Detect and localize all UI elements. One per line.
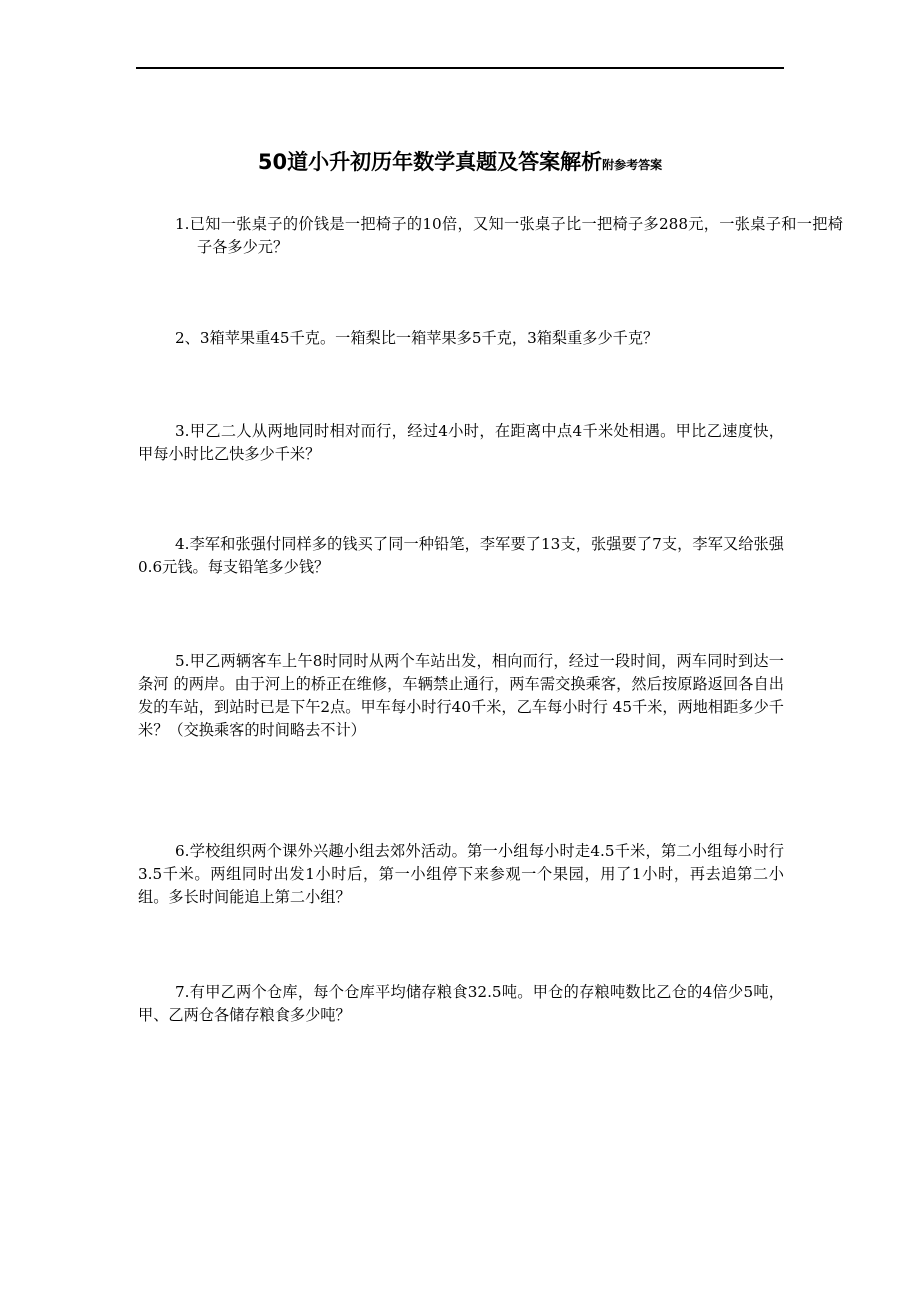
question-2: 2、3箱苹果重45千克。一箱梨比一箱苹果多5千克，3箱梨重多少千克？ xyxy=(175,329,659,347)
question-7: 7.有甲乙两个仓库，每个仓库平均储存粮食32.5吨。甲仓的存粮吨数比乙仓的4倍少5吨，甲、乙两仓各储存粮食多少吨？ xyxy=(138,983,784,1024)
question-3: 3.甲乙二人从两地同时相对而行，经过4小时，在距离中点4千米处相遇。甲比乙速度快，甲每小时比乙快多少千米？ xyxy=(138,422,784,463)
question-1: 1.已知一张桌子的价钱是一把椅子的10倍，又知一张桌子比一把椅子多288元，一张桌子和一把椅子各多少元？ xyxy=(175,215,843,256)
question-4: 4.李军和张强付同样多的钱买了同一种铅笔，李军要了13支，张强要了7支，李军又给张强0.6元钱。每支铅笔多少钱？ xyxy=(138,535,784,576)
page-title xyxy=(0,146,920,176)
title-main: 50道小升初历年数学真题及答案解析 xyxy=(257,150,603,174)
question-5: 5.甲乙两辆客车上午8时同时从两个车站出发，相向而行，经过一段时间，两车同时到达一条河 的两岸。由于河上的桥正在维修，车辆禁止通行，两车需交换乘客，然后按原路返回各自出发的车站，到站时已是下午2点。甲车每小时行40千米，乙车每小时行 45千米，两地相距多少千米？（交换乘客的时间略去不计） xyxy=(138,652,784,739)
header-rule xyxy=(136,67,784,69)
title-subtitle: 附参考答案 xyxy=(602,158,663,172)
question-6: 6.学校组织两个课外兴趣小组去郊外活动。第一小组每小时走4.5千米，第二小组每小时行3.5千米。两组同时出发1小时后，第一小组停下来参观一个果园，用了1小时，再去追第二小组。多长时间能追上第二小组？ xyxy=(138,842,784,906)
